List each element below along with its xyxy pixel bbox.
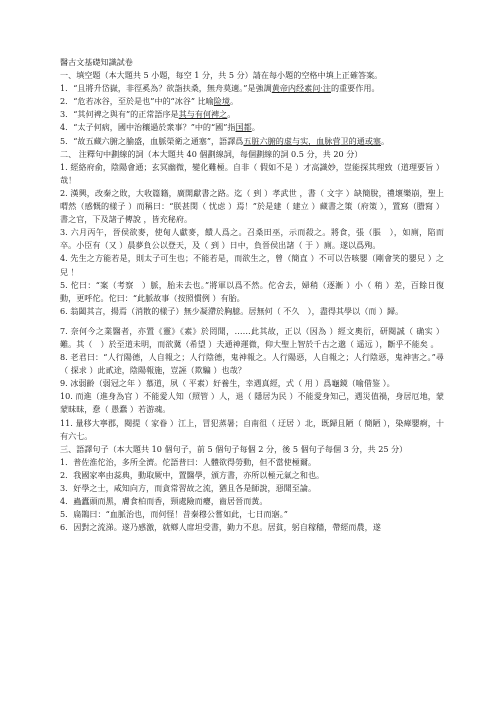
- annotation-paragraph: 8. 老君曰：“人行陽德，人自報之；人行陰德，鬼神報之。人行陽惡，人自報之；人行陰惡，鬼神害之。”尋（ 探求 ）此貳途，陰陽報施，豈誣（欺騙 ）也哉？: [60, 352, 444, 376]
- annotation-paragraph: 4. 先生之方能若是，則太子可生也；不能若是，而欲生之，曾（簡直 ）不可以告咳嬰（剛會笑的嬰兒 ）之兒 ！: [60, 253, 444, 277]
- document-page: [60, 56, 444, 534]
- translation-item: 2．我國家率由蕊典，動取厥中，置醫學，頒方書，亦所以極元氣之和也。: [60, 469, 325, 480]
- fill-item-4-tail: 。: [251, 122, 260, 133]
- section1-heading: 一、填空題（本大題共 5 小題，每空 1 分，共 5 分）請在每小題的空格中填上正確答案。: [60, 70, 383, 81]
- fill-item-4: [60, 121, 444, 134]
- fill-item-5-text: 5．“故五藏六腑之腧盛，血脈榮衛之通塞”，語譯爲: [60, 135, 244, 146]
- fill-item-5: [60, 135, 444, 148]
- fill-item-3-text: 3．“其何裨之與有”的正常語序是: [60, 109, 179, 120]
- fill-item-3-tail: 。: [227, 109, 236, 120]
- translation-item: 6．因對之流涕。遂乃感激，就鄉人席坦受書，勤力不息。居貧，躬自稼穡，帶經而農，遂: [60, 522, 381, 533]
- paragraph-gap: [60, 318, 444, 325]
- fill-item-1-text: 1．“且將升岱嶽，非徑奚為？欲詣扶桑，無舟莫適。”是強調: [60, 83, 272, 94]
- annotation-paragraph: 10. 而進（進身為官 ）不能愛人知（照管 ）人，退（ 隱居为民 ）不能愛身知己，遇災值禍，身居厄地，蒙蒙昧昧，惷（ 愚蠢 ）若游魂。: [60, 391, 444, 415]
- translation-item: 1．普佐淮佗治，多所全濟。佗語普曰：人體欲得勞動，但不當使極爾。: [60, 456, 317, 467]
- annotation-paragraph: 2. 漢興，改秦之敗，大收篇籍，廣開獻書之路。迄（ 到 ）孝武世 ，書（ 文字 ）缺簡脫，禮壞樂崩，聖上喟然（感慨的樣子 ）而稱曰：“朕甚閔（ 忧虑 ）焉！”於是建（ 建立 ）藏書之策（府策 ），置寫（謄寫 ）書之官，下及諸子傳說 ，皆充秘府。: [60, 187, 444, 225]
- fill-item-1-answer: 黄帝内经素问·注: [271, 83, 331, 94]
- document-title: 醫古文基礎知識試卷: [60, 57, 133, 67]
- annotation-paragraph: 5. 佗曰：“案（考察 ）脈，胎未去也。”將軍以爲不然。佗舍去，婦稍（逐漸 ）小（ 稍 ）差，百餘日復動，更呼佗。佗曰：“此脈故事（按照慣例 ）有胎。: [60, 279, 444, 303]
- annotation-paragraph: 3. 六月丙午，晉侯欲麥，使甸人獻麥，饋人爲之。召桑田巫，示而殺之。將食，張（脹 ），如廁，陷而卒。小臣有（又 ）晨夢負公以登天，及（ 到 ）日中，負晉侯出諸（ 于 ）廁。遂以爲殉。: [60, 227, 444, 251]
- fill-item-5-answer: 五脏六腑的虚与实，血脉营卫的通或塞: [243, 135, 382, 146]
- annotation-paragraph: 7. 奈何今之業醫者，亦置《靈》《素》於罔聞，……此其故，正以（因為 ）經文奧衍，研閱誠（ 确实 ）難。其（ ）於至道未明，而欲冀（希望 ）夫通神運微，仰大聖上智於千古之邈（ 遥远 ），斷乎不能矣 。: [60, 325, 444, 349]
- fill-item-1: [60, 82, 444, 95]
- fill-item-1-tail: 的重要作用。: [330, 83, 380, 94]
- fill-item-2-text: 2．“危若冰谷，至於是也”中的“冰谷” 比喻: [60, 96, 214, 107]
- annotation-paragraph: 6. 翁闔其言，揚焉（消散的樣子）無少凝滯於胸臆。居無何（ 不久 ），盡得其學以（而 ）歸。: [60, 305, 404, 316]
- fill-item-2: [60, 95, 444, 108]
- translation-item: 3．好學之士，咸知向方，而貪常習故之流，猶且各是師說，惡聞至論。: [60, 483, 317, 493]
- annotation-paragraph: 1. 經絡府俞，陰陽會通；玄冥幽微，變化難極。自非（ 假如不是 ）才高識妙，豈能探其理致（道理要旨 ）哉！: [60, 161, 444, 185]
- fill-item-4-text: 4．“太子何病，國中治穰過於衆事？”中的“國”指: [60, 122, 236, 133]
- annotation-paragraph: 11. 量移大寧郡，閱提（ 家眷 ）江上，冒犯蒸暑；自南徂（ 迂居 ）北，既歸且陋（ 簡陋 ），染瘴嬰痾，十有六七。: [60, 417, 444, 441]
- fill-item-2-tail: 。: [229, 96, 239, 107]
- fill-item-5-tail: 。: [381, 135, 390, 146]
- translation-item: 4．蟲蠹頭而黑，膚食柏而香，頸處險而癭，齒居晉而黃。: [60, 496, 268, 507]
- fill-item-2-answer: 险境: [213, 96, 230, 107]
- fill-item-3: [60, 108, 444, 121]
- fill-item-3-answer: 其与有何裨之: [178, 109, 228, 120]
- section3-heading: 三、語譯句子（本大題共 10 個句子，前 5 個句子每個 2 分，後 5 個句子每個 3 分，共 25 分）: [60, 443, 408, 454]
- section2-heading: 二、 注釋句中劃線的詞（本大題共 40 個劃線詞，每個劃線的詞 0.5 分，共 20 分）: [60, 148, 363, 159]
- annotation-paragraph: 9. 冰弱齡（弱冠之年 ）慕道，夙（ 平素）好養生，幸遇真經，式（ 用 ）爲龜鏡（喻借鉴 ）。: [60, 378, 395, 389]
- translation-item: 5．扁鵲曰：“血脈治也，而何怪！昔秦穆公嘗如此，七日而寤。”: [60, 509, 288, 520]
- fill-item-4-answer: 国都: [235, 122, 252, 133]
